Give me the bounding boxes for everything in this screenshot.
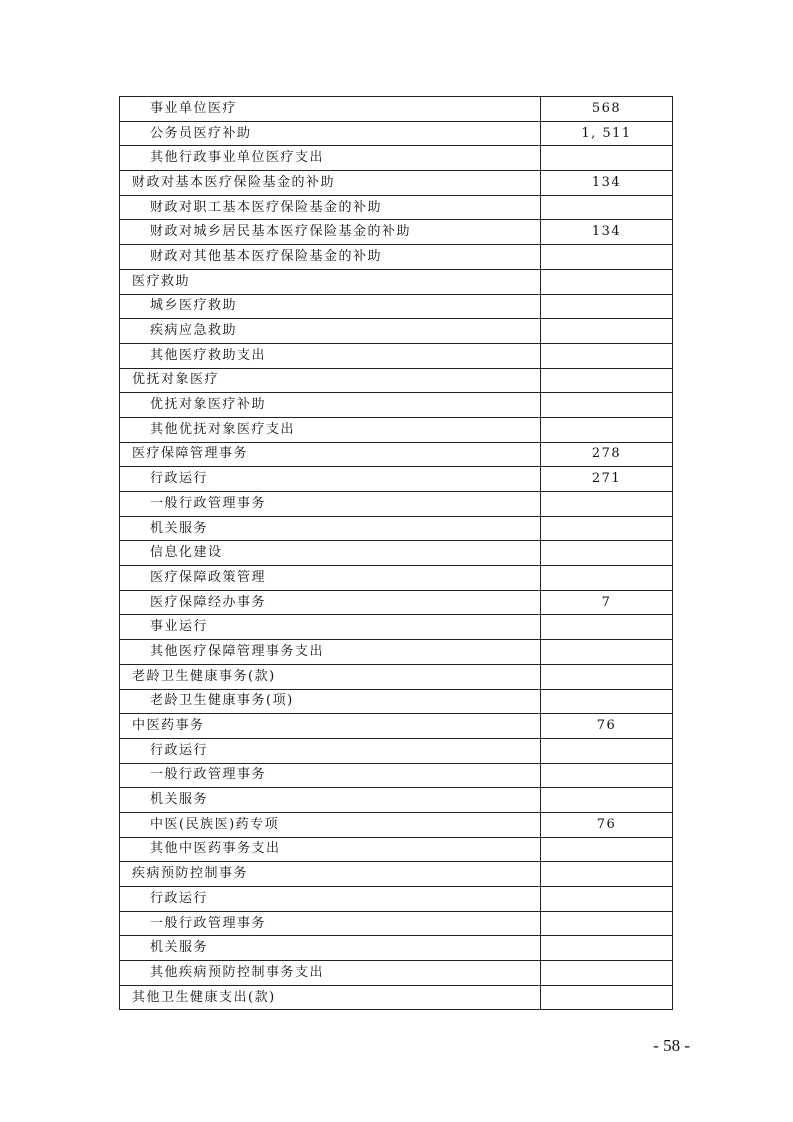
item-name-cell: 医疗保障经办事务 <box>120 590 541 615</box>
amount-cell <box>541 763 673 788</box>
category-name-cell: 医疗救助 <box>120 269 541 294</box>
item-name-cell: 财政对城乡居民基本医疗保险基金的补助 <box>120 220 541 245</box>
table-row <box>120 812 673 837</box>
amount-cell <box>541 343 673 368</box>
item-name-cell: 其他行政事业单位医疗支出 <box>120 146 541 171</box>
table-row <box>120 294 673 319</box>
table-row <box>120 689 673 714</box>
item-name-cell: 其他优抚对象医疗支出 <box>120 417 541 442</box>
amount-cell <box>541 689 673 714</box>
table-row <box>120 566 673 591</box>
amount-cell: 278 <box>541 442 673 467</box>
amount-cell <box>541 368 673 393</box>
amount-cell <box>541 245 673 270</box>
table-row <box>120 887 673 912</box>
table-row <box>120 936 673 961</box>
amount-cell <box>541 541 673 566</box>
table-row <box>120 738 673 763</box>
category-name-cell: 财政对基本医疗保险基金的补助 <box>120 171 541 196</box>
item-name-cell: 行政运行 <box>120 738 541 763</box>
table-row <box>120 862 673 887</box>
amount-cell: 76 <box>541 812 673 837</box>
category-name-cell: 其他卫生健康支出(款) <box>120 985 541 1010</box>
amount-cell <box>541 862 673 887</box>
amount-cell <box>541 294 673 319</box>
table-row <box>120 788 673 813</box>
amount-cell <box>541 887 673 912</box>
amount-cell <box>541 269 673 294</box>
table-row <box>120 245 673 270</box>
category-name-cell: 中医药事务 <box>120 714 541 739</box>
table-row <box>120 220 673 245</box>
table-row <box>120 121 673 146</box>
table-row <box>120 590 673 615</box>
item-name-cell: 其他中医药事务支出 <box>120 837 541 862</box>
amount-cell: 1, 511 <box>541 121 673 146</box>
table-row <box>120 269 673 294</box>
amount-cell <box>541 936 673 961</box>
table-row <box>120 911 673 936</box>
table-row <box>120 171 673 196</box>
amount-cell <box>541 195 673 220</box>
item-name-cell: 机关服务 <box>120 936 541 961</box>
table-row <box>120 714 673 739</box>
item-name-cell: 财政对其他基本医疗保险基金的补助 <box>120 245 541 270</box>
amount-cell <box>541 516 673 541</box>
table-row <box>120 763 673 788</box>
item-name-cell: 机关服务 <box>120 516 541 541</box>
amount-cell <box>541 417 673 442</box>
item-name-cell: 事业单位医疗 <box>120 97 541 122</box>
category-name-cell: 优抚对象医疗 <box>120 368 541 393</box>
category-name-cell: 医疗保障管理事务 <box>120 442 541 467</box>
item-name-cell: 一般行政管理事务 <box>120 492 541 517</box>
amount-cell <box>541 319 673 344</box>
item-name-cell: 优抚对象医疗补助 <box>120 393 541 418</box>
amount-cell <box>541 492 673 517</box>
table-row <box>120 664 673 689</box>
table-row <box>120 837 673 862</box>
amount-cell <box>541 664 673 689</box>
amount-cell <box>541 985 673 1010</box>
amount-cell: 568 <box>541 97 673 122</box>
item-name-cell: 行政运行 <box>120 467 541 492</box>
amount-cell: 271 <box>541 467 673 492</box>
amount-cell <box>541 640 673 665</box>
item-name-cell: 其他疾病预防控制事务支出 <box>120 961 541 986</box>
item-name-cell: 老龄卫生健康事务(项) <box>120 689 541 714</box>
item-name-cell: 信息化建设 <box>120 541 541 566</box>
category-name-cell: 老龄卫生健康事务(款) <box>120 664 541 689</box>
item-name-cell: 医疗保障政策管理 <box>120 566 541 591</box>
item-name-cell: 其他医疗保障管理事务支出 <box>120 640 541 665</box>
table-row <box>120 393 673 418</box>
table-row <box>120 961 673 986</box>
item-name-cell: 其他医疗救助支出 <box>120 343 541 368</box>
amount-cell <box>541 738 673 763</box>
item-name-cell: 城乡医疗救助 <box>120 294 541 319</box>
amount-cell <box>541 911 673 936</box>
page-number: - 58 - <box>653 1036 690 1055</box>
item-name-cell: 机关服务 <box>120 788 541 813</box>
item-name-cell: 行政运行 <box>120 887 541 912</box>
amount-cell: 134 <box>541 220 673 245</box>
category-name-cell: 疾病预防控制事务 <box>120 862 541 887</box>
amount-cell <box>541 837 673 862</box>
amount-cell <box>541 788 673 813</box>
amount-cell <box>541 393 673 418</box>
item-name-cell: 财政对职工基本医疗保险基金的补助 <box>120 195 541 220</box>
table-row <box>120 195 673 220</box>
table-row <box>120 343 673 368</box>
amount-cell <box>541 961 673 986</box>
table-row <box>120 615 673 640</box>
amount-cell <box>541 146 673 171</box>
item-name-cell: 疾病应急救助 <box>120 319 541 344</box>
table-row <box>120 516 673 541</box>
table-row <box>120 985 673 1010</box>
table-row <box>120 492 673 517</box>
amount-cell <box>541 615 673 640</box>
amount-cell <box>541 566 673 591</box>
table-row <box>120 319 673 344</box>
table-row <box>120 467 673 492</box>
amount-cell: 134 <box>541 171 673 196</box>
table-row <box>120 417 673 442</box>
table-row <box>120 442 673 467</box>
item-name-cell: 事业运行 <box>120 615 541 640</box>
table-row <box>120 368 673 393</box>
table-row <box>120 97 673 122</box>
amount-cell: 7 <box>541 590 673 615</box>
amount-cell: 76 <box>541 714 673 739</box>
expenditure-table-body <box>120 97 673 1010</box>
item-name-cell: 中医(民族医)药专项 <box>120 812 541 837</box>
table-row <box>120 541 673 566</box>
item-name-cell: 一般行政管理事务 <box>120 763 541 788</box>
item-name-cell: 公务员医疗补助 <box>120 121 541 146</box>
table-row <box>120 146 673 171</box>
table-row <box>120 640 673 665</box>
item-name-cell: 一般行政管理事务 <box>120 911 541 936</box>
expenditure-table <box>119 96 673 1010</box>
